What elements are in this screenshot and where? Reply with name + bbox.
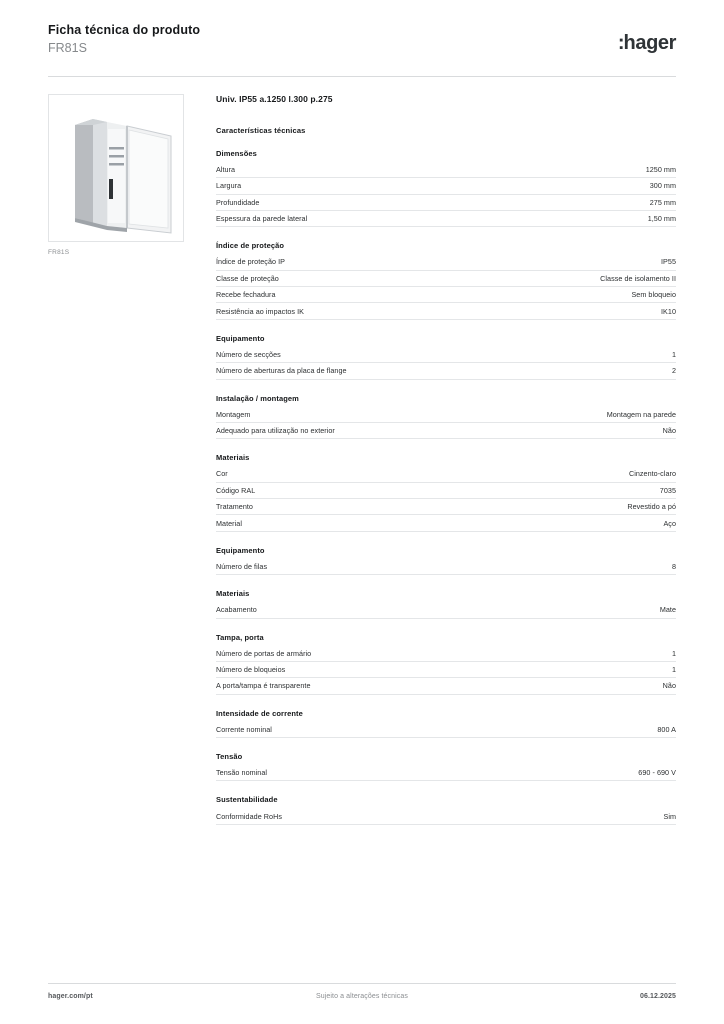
spec-row [216, 423, 676, 439]
spec-group [216, 334, 676, 380]
spec-group [216, 394, 676, 440]
spec-value: 1 [671, 648, 676, 658]
spec-value: 300 mm [649, 181, 676, 191]
spec-group [216, 149, 676, 228]
page-header [48, 0, 676, 57]
product-image-frame [48, 94, 184, 242]
spec-group-title: Equipamento [216, 333, 265, 343]
spec-group [216, 709, 676, 738]
spec-value: IK10 [661, 306, 676, 316]
spec-value: 690 - 690 V [638, 768, 676, 778]
spec-label: Número de secções [216, 349, 281, 359]
spec-row [216, 407, 676, 423]
spec-group-title: Índice de proteção [216, 241, 285, 251]
footer-row [48, 993, 676, 1000]
footer-divider [48, 983, 676, 984]
spec-row [216, 363, 676, 379]
spec-label: Montagem [216, 409, 251, 419]
spec-value: Sem bloqueio [631, 290, 676, 300]
footer-date: 06.12.2025 [639, 993, 676, 1000]
spec-groups [216, 149, 676, 825]
spec-label: Tratamento [216, 502, 253, 512]
spec-label: Material [216, 518, 242, 528]
spec-value: 7035 [659, 485, 676, 495]
spec-label: Acabamento [216, 605, 257, 615]
spec-label: Profundidade [216, 197, 260, 207]
spec-row [216, 765, 676, 781]
logo-wordmark: hager [623, 32, 676, 54]
spec-label: Código RAL [216, 485, 256, 495]
spec-value: 1250 mm [645, 164, 676, 174]
spec-value: 8 [671, 561, 676, 571]
spec-group [216, 589, 676, 618]
spec-value: 1 [671, 665, 676, 675]
spec-label: Espessura da parede lateral [216, 214, 308, 224]
spec-value: Mate [659, 605, 676, 615]
spec-value: Não [662, 681, 676, 691]
footer-website-link[interactable]: hager.com/pt [48, 993, 93, 1000]
spec-value: Sim [663, 811, 676, 821]
spec-group-title: Tensão [216, 752, 243, 761]
product-photo-enclosure [49, 95, 183, 241]
header-divider [48, 76, 676, 77]
spec-row [216, 178, 676, 194]
spec-value: Aço [663, 518, 676, 528]
spec-row [216, 602, 676, 618]
header-titles [48, 22, 200, 57]
spec-row [216, 515, 676, 531]
spec-label: Largura [216, 181, 242, 191]
spec-label: Número de portas de armário [216, 648, 312, 658]
spec-group-title: Intensidade de corrente [216, 708, 303, 718]
product-name: Univ. IP55 a.1250 l.300 p.275 [216, 93, 333, 104]
footer-disclaimer: Sujeito a alterações técnicas [315, 993, 408, 1000]
spec-value: 1 [671, 349, 676, 359]
hager-logo [618, 22, 676, 55]
spec-label: Classe de proteção [216, 273, 279, 283]
spec-label: Índice de proteção IP [216, 257, 285, 267]
spec-row [216, 483, 676, 499]
spec-label: Recebe fechadura [216, 290, 276, 300]
page-footer [48, 983, 676, 1000]
spec-value: Classe de isolamento II [600, 273, 676, 283]
spec-label: Conformidade RoHs [216, 811, 282, 821]
spec-group [216, 241, 676, 320]
spec-group-title: Materiais [216, 453, 250, 463]
spec-value: 275 mm [649, 197, 676, 207]
spec-label: Cor [216, 469, 228, 479]
spec-row [216, 559, 676, 575]
specifications-column [194, 94, 676, 825]
content-area [48, 94, 676, 825]
spec-group [216, 752, 676, 781]
spec-row [216, 646, 676, 662]
spec-value: Não [662, 426, 676, 436]
page-title: Ficha técnica do produto [48, 23, 201, 37]
spec-row [216, 195, 676, 211]
spec-group-title: Dimensões [216, 148, 257, 158]
spec-group-title: Sustentabilidade [216, 795, 278, 805]
spec-label: Corrente nominal [216, 724, 272, 734]
spec-value: 2 [671, 366, 676, 376]
spec-value: 800 A [657, 724, 676, 734]
spec-row [216, 287, 676, 303]
spec-row [216, 271, 676, 287]
spec-group-title: Tampa, porta [216, 632, 264, 642]
spec-group-title: Instalação / montagem [216, 393, 299, 403]
page-subtitle: FR81S [48, 40, 87, 55]
spec-value: 1,50 mm [647, 214, 676, 224]
spec-group [216, 546, 676, 575]
spec-label: Número de filas [216, 561, 268, 571]
spec-row [216, 808, 676, 824]
spec-label: Número de bloqueios [216, 665, 286, 675]
spec-label: Altura [216, 164, 236, 174]
spec-group-title: Materiais [216, 589, 250, 599]
spec-row [216, 678, 676, 694]
spec-label: Número de aberturas da placa de flange [216, 366, 347, 376]
spec-row [216, 254, 676, 270]
spec-value: Montagem na parede [606, 409, 676, 419]
spec-row [216, 303, 676, 319]
product-image-caption: FR81S [48, 248, 70, 256]
spec-row [216, 466, 676, 482]
spec-group [216, 453, 676, 532]
spec-value: Revestido a pó [627, 502, 676, 512]
spec-row [216, 162, 676, 178]
spec-label: A porta/tampa é transparente [216, 681, 311, 691]
section-heading-technical-characteristics: Características técnicas [216, 125, 306, 135]
spec-group [216, 633, 676, 695]
spec-row [216, 722, 676, 738]
product-image-column [48, 94, 194, 825]
spec-row [216, 499, 676, 515]
spec-value: IP55 [661, 257, 676, 267]
spec-row [216, 662, 676, 678]
spec-row [216, 347, 676, 363]
spec-label: Resistência ao impactos IK [216, 306, 304, 316]
spec-label: Tensão nominal [216, 768, 268, 778]
logo-colon-mark: : [617, 32, 623, 54]
spec-row [216, 211, 676, 227]
spec-group-title: Equipamento [216, 545, 265, 555]
spec-group [216, 795, 676, 824]
spec-value: Cinzento-claro [628, 469, 676, 479]
spec-label: Adequado para utilização no exterior [216, 426, 335, 436]
